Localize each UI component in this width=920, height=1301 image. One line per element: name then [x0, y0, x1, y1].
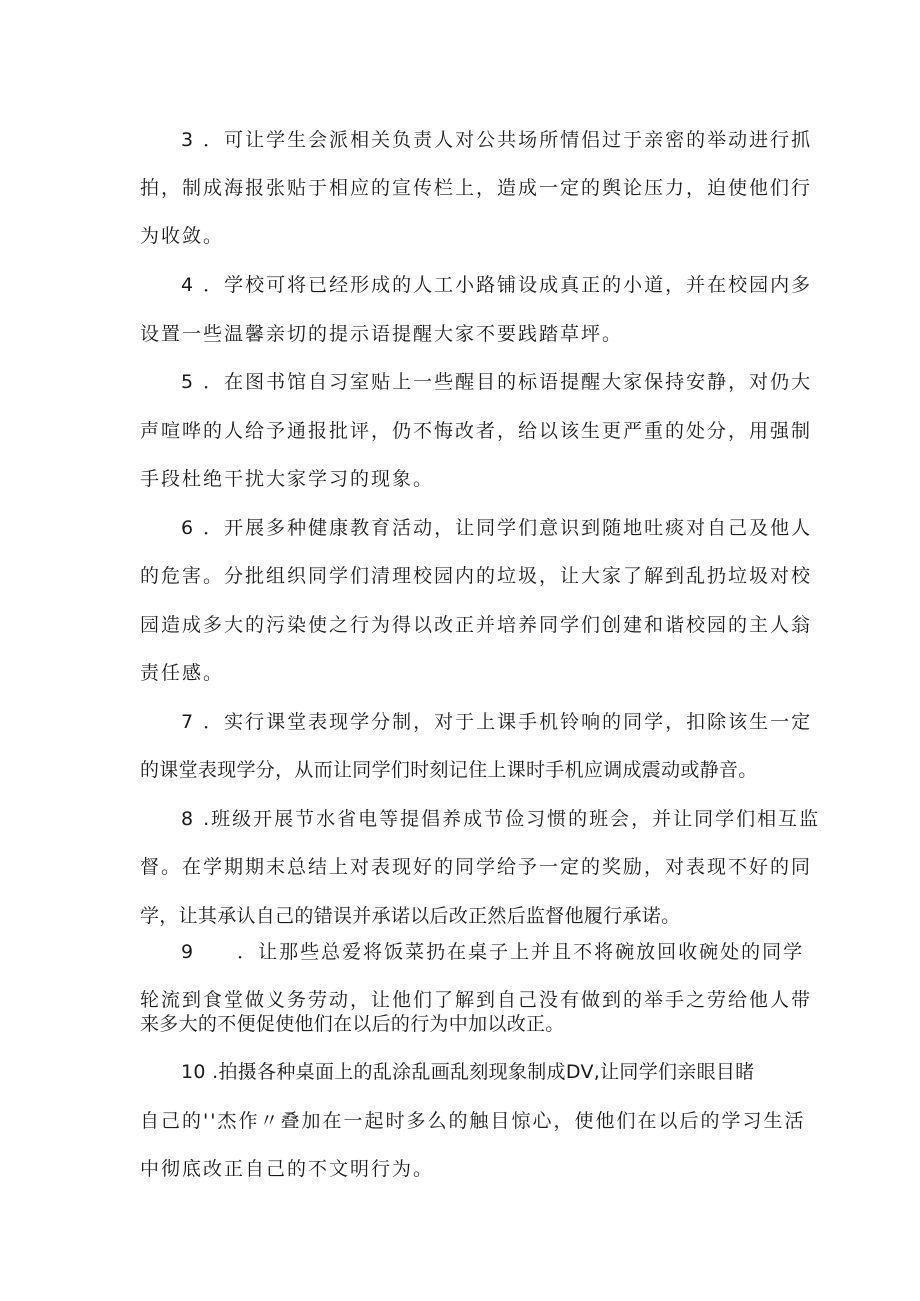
item-5-line-3: 手段杜绝干扰大家学习的现象。 — [140, 468, 435, 490]
item-3-line-3: 为收敛。 — [140, 225, 225, 247]
item-8-line-2: 督。在学期期末总结上对表现好的同学给予一定的奖励，对表现不好的同 — [140, 856, 813, 878]
item-10-line-1: 10 .拍摄各种桌面上的乱涂乱画乱刻现象制成DV,让同学们亲眼目睹 — [181, 1061, 755, 1083]
item-5-line-1: 5 ．在图书馆自习室贴上一些醒目的标语提醒大家保持安静，对仍大 — [181, 371, 813, 393]
item-10-line-3: 中彻底改正自己的不文明行为。 — [140, 1158, 435, 1180]
item-7-line-1: 7 ．实行课堂表现学分制，对于上课手机铃响的同学，扣除该生一定 — [181, 711, 813, 733]
item-9-line-1: 9 ．让那些总爱将饭菜扔在桌子上并且不将碗放回收碗处的同学 — [181, 941, 805, 963]
item-6-line-2: 的危害。分批组织同学们清理校园内的垃圾，让大家了解到乱扔垃圾对校 — [140, 565, 813, 587]
item-6-line-1: 6 ．开展多种健康教育活动，让同学们意识到随地吐痰对自己及他人 — [181, 517, 813, 539]
item-10-line-2: 自己的''杰作〃叠加在一起时多么的触目惊心，使他们在以后的学习生活 — [140, 1110, 806, 1132]
item-8-line-3: 学，让其承认自己的错误并承诺以后改正然后监督他履行承诺。 — [140, 905, 681, 927]
item-6-line-3: 园造成多大的污染使之行为得以改正并培养同学们创建和谐校园的主人翁 — [140, 614, 813, 636]
item-4-line-1: 4 ．学校可将已经形成的人工小路铺设成真正的小道，并在校园内多 — [181, 274, 813, 296]
item-4-line-2: 设置一些温馨亲切的提示语提醒大家不要践踏草坪。 — [140, 323, 624, 345]
item-7-line-2: 的课堂表现学分，从而让同学们时刻记住上课时手机应调成震动或静音。 — [140, 759, 758, 781]
item-3-line-1: 3 ．可让学生会派相关负责人对公共场所情侣过于亲密的举动进行抓 — [181, 129, 813, 151]
item-8-line-1: 8 .班级开展节水省电等提倡养成节俭习惯的班会，并让同学们相互监 — [181, 808, 821, 830]
item-9-line-3: 来多大的不便促使他们在以后的行为中加以改正。 — [140, 1013, 565, 1035]
item-3-line-2: 拍，制成海报张贴于相应的宣传栏上，造成一定的舆论压力，迫使他们行 — [140, 177, 813, 199]
item-6-line-4: 责任感。 — [140, 662, 225, 684]
item-9-line-2: 轮流到食堂做义务劳动，让他们了解到自己没有做到的举手之劳给他人带 — [140, 989, 813, 1011]
item-5-line-2: 声喧哗的人给予通报批评，仍不悔改者，给以该生更严重的处分，用强制 — [140, 420, 813, 442]
